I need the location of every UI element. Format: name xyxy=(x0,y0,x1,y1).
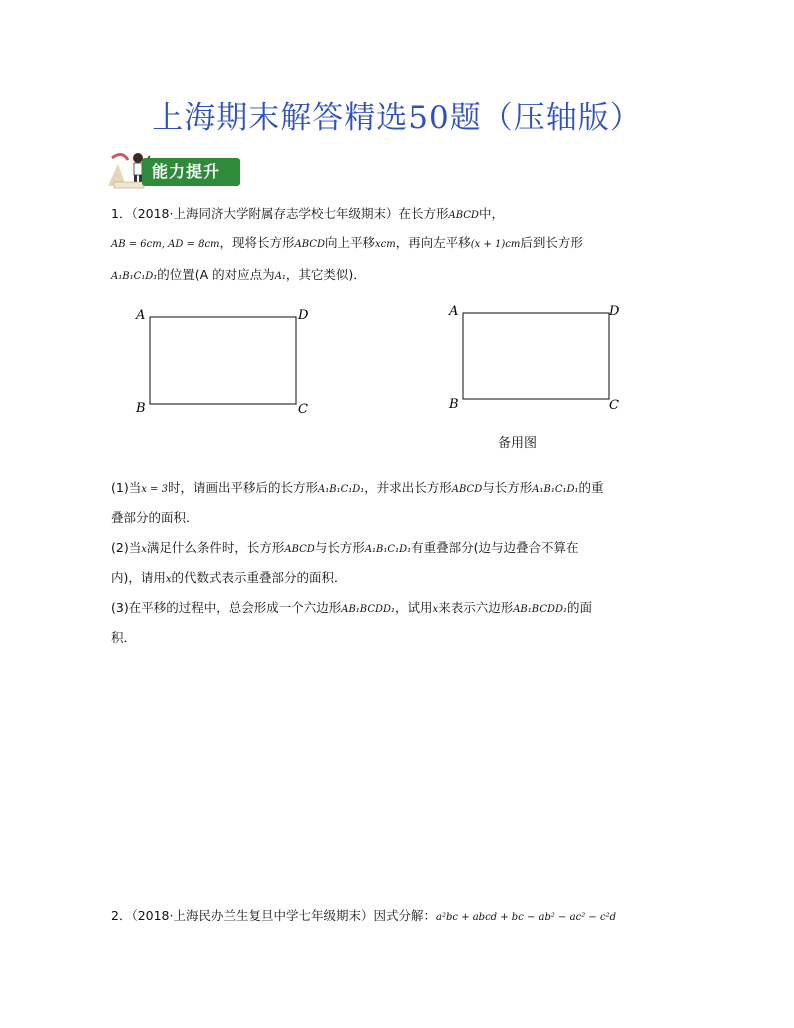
math-a1: A₁ xyxy=(274,271,286,282)
question-number: 2． xyxy=(111,908,132,923)
text: 内)，请用 xyxy=(111,570,166,585)
text: 与长方形 xyxy=(482,480,533,495)
text: (1)当 xyxy=(111,480,142,495)
text: 的位置(A 的对应点为 xyxy=(157,267,275,282)
math-rect: ABCD xyxy=(284,544,315,555)
page-title: 上海期末解答精选50题（压轴版） xyxy=(152,100,642,136)
text: 的面 xyxy=(567,600,593,615)
part-2-line-2 xyxy=(111,569,347,589)
math-x: x xyxy=(141,544,147,555)
label-c: C xyxy=(298,402,308,417)
math-target: A₁B₁C₁D₁ xyxy=(111,271,158,282)
question-1-line-2 xyxy=(111,234,583,254)
label-a: A xyxy=(449,304,459,319)
text: ，其它类似)． xyxy=(285,267,366,282)
part-1-line-2: 叠部分的面积． xyxy=(111,510,199,525)
text: 后到长方形 xyxy=(520,235,583,250)
text: 的代数式表示重叠部分的面积． xyxy=(171,570,347,585)
part-3-line-2: 积． xyxy=(111,630,137,645)
text: 与长方形 xyxy=(314,540,365,555)
text: 满足什么条件时，长方形 xyxy=(146,540,285,555)
text: 来表示六边形 xyxy=(438,600,514,615)
label-b: B xyxy=(449,397,459,412)
question-source: （2018·上海同济大学附属存志学校七年级期末）在长方形 xyxy=(131,206,449,221)
text: ，再向左平移 xyxy=(395,235,471,250)
question-source: （2018·上海民办兰生复旦中学七年级期末）因式分解： xyxy=(131,908,436,923)
math-xcm: xcm xyxy=(375,239,396,250)
math-x: x xyxy=(432,604,439,615)
part-3-line-1 xyxy=(111,599,592,619)
text: ，现将长方形 xyxy=(219,235,295,250)
text: ，并求出长方形 xyxy=(364,480,452,495)
question-2 xyxy=(111,907,616,927)
question-1-line-1 xyxy=(111,205,504,225)
math-rect: ABCD xyxy=(451,484,483,495)
text: (2)当 xyxy=(111,540,142,555)
label-a: A xyxy=(136,308,146,323)
label-d: D xyxy=(609,304,620,319)
math-condition: AB = 6cm, AD = 8cm xyxy=(111,239,220,250)
math-hex: AB₁BCDD₁ xyxy=(513,604,568,615)
math-rect: ABCD xyxy=(294,239,325,250)
math-shift: (x + 1)cm xyxy=(470,239,521,250)
figure-caption: 备用图 xyxy=(498,436,538,451)
rectangle-figure-1 xyxy=(130,300,330,420)
math-x3: x = 3 xyxy=(141,484,168,495)
math-rect: ABCD xyxy=(448,210,479,221)
label-c: C xyxy=(609,398,619,413)
text: ，试用 xyxy=(395,600,433,615)
section-badge xyxy=(104,146,244,192)
math-expression: a²bc + abcd + bc − ab² − ac² − c²d xyxy=(436,912,616,923)
badge-label: 能力提升 xyxy=(142,158,240,186)
label-d: D xyxy=(298,308,309,323)
label-b: B xyxy=(136,401,146,416)
math-target: A₁B₁C₁D₁ xyxy=(532,484,579,495)
text: 中， xyxy=(478,206,504,221)
question-number: 1． xyxy=(111,206,132,221)
text: 向上平移 xyxy=(324,235,375,250)
text: (3)在平移的过程中，总会形成一个六边形 xyxy=(111,600,342,615)
math-target: A₁B₁C₁D₁ xyxy=(364,544,412,555)
question-1-line-3 xyxy=(111,266,366,286)
text: 有重叠部分(边与边叠合不算在 xyxy=(411,540,579,555)
math-target: A₁B₁C₁D₁ xyxy=(317,484,365,495)
text: 时，请画出平移后的长方形 xyxy=(167,480,318,495)
part-1-line-1 xyxy=(111,479,604,499)
math-hex: AB₁BCDD₁ xyxy=(341,604,396,615)
rectangle-figure-2 xyxy=(443,298,643,418)
math-x: x xyxy=(165,574,172,585)
part-2-line-1 xyxy=(111,539,579,559)
text: 的重 xyxy=(578,480,604,495)
